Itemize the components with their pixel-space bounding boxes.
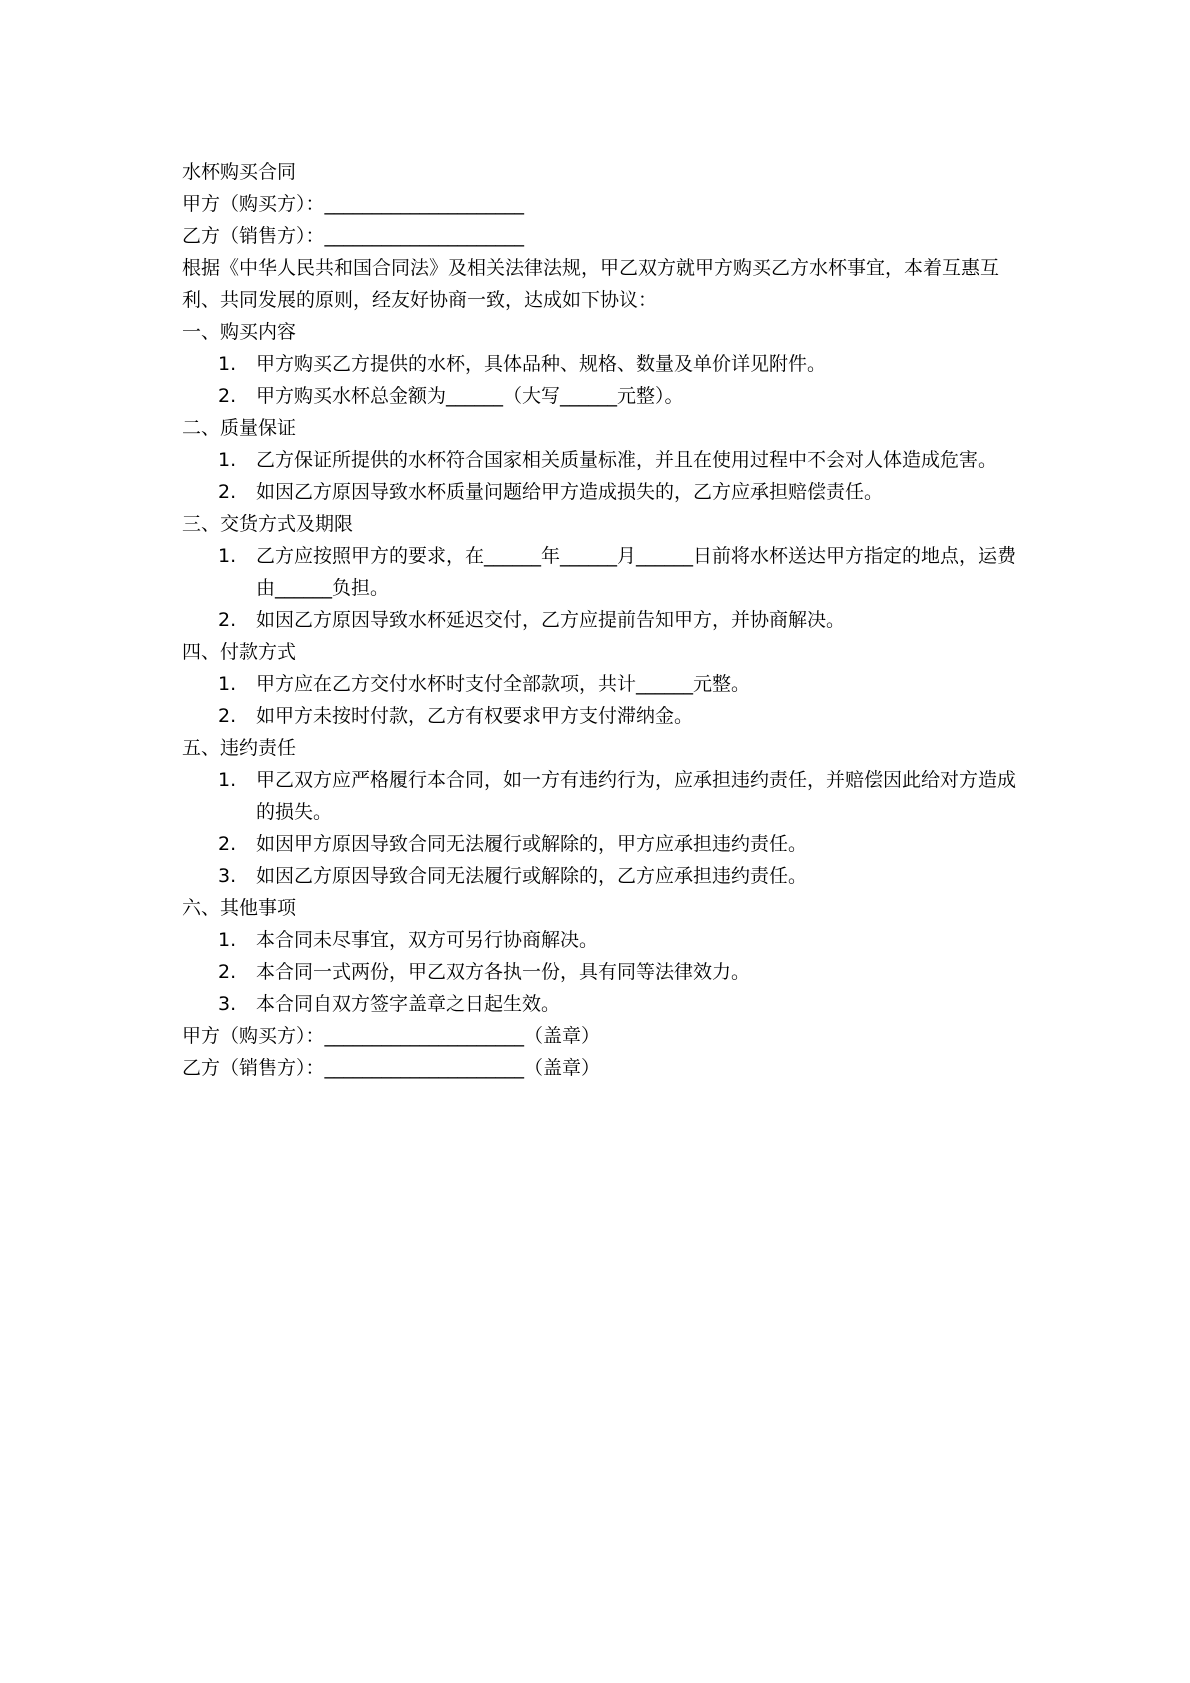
- item-text: 如甲方未按时付款，乙方有权要求甲方支付滞纳金。: [256, 705, 694, 727]
- section-heading: 五、违约责任: [182, 737, 297, 759]
- contract-page: [182, 156, 1022, 1084]
- item-number: 1.: [218, 545, 237, 567]
- section-heading: 六、其他事项: [182, 897, 297, 919]
- list-item: [182, 380, 1022, 412]
- party-a-line: 甲方（购买方）：_____________________: [182, 193, 525, 215]
- item-text: 本合同未尽事宜，双方可另行协商解决。: [256, 929, 599, 951]
- list-item: [182, 956, 1022, 988]
- item-text: 本合同一式两份，甲乙双方各执一份，具有同等法律效力。: [256, 961, 751, 983]
- item-text: 本合同自双方签字盖章之日起生效。: [256, 993, 561, 1015]
- item-text: 乙方保证所提供的水杯符合国家相关质量标准，并且在使用过程中不会对人体造成危害。: [256, 449, 998, 471]
- signature-party-a: 甲方（购买方）：_____________________（盖章）: [182, 1025, 601, 1047]
- item-number: 2.: [218, 481, 237, 503]
- item-number: 1.: [218, 929, 237, 951]
- item-text: 如因乙方原因导致合同无法履行或解除的，乙方应承担违约责任。: [256, 865, 808, 887]
- list-item: [182, 348, 1022, 380]
- list-item: [182, 700, 1022, 732]
- list-item: [182, 444, 1022, 476]
- section-heading: 二、质量保证: [182, 417, 297, 439]
- item-text: 甲方购买乙方提供的水杯，具体品种、规格、数量及单价详见附件。: [256, 353, 827, 375]
- item-number: 1.: [218, 353, 237, 375]
- item-text: 如因乙方原因导致水杯延迟交付，乙方应提前告知甲方，并协商解决。: [256, 609, 846, 631]
- item-number: 2.: [218, 961, 237, 983]
- item-text: 甲方应在乙方交付水杯时支付全部款项，共计______元整。: [256, 673, 751, 695]
- document-title: 水杯购买合同: [182, 161, 297, 183]
- item-number: 2.: [218, 833, 237, 855]
- item-number: 1.: [218, 769, 237, 791]
- section-heading: 三、交货方式及期限: [182, 513, 354, 535]
- item-text: 如因乙方原因导致水杯质量问题给甲方造成损失的，乙方应承担赔偿责任。: [256, 481, 884, 503]
- item-text: 如因甲方原因导致合同无法履行或解除的，甲方应承担违约责任。: [256, 833, 808, 855]
- list-item: [182, 828, 1022, 860]
- item-number: 2.: [218, 705, 237, 727]
- intro-paragraph: 根据《中华人民共和国合同法》及相关法律法规，甲乙双方就甲方购买乙方水杯事宜，本着互惠互利、共同发展的原则，经友好协商一致，达成如下协议：: [182, 257, 1000, 311]
- list-item: [182, 764, 1022, 828]
- list-item: [182, 988, 1022, 1020]
- section-heading: 四、付款方式: [182, 641, 297, 663]
- list-item: [182, 860, 1022, 892]
- item-number: 3.: [218, 993, 237, 1015]
- item-text: 乙方应按照甲方的要求，在______年______月______日前将水杯送达甲方指定的地点，运费由______负担。: [256, 545, 1017, 599]
- item-text: 甲乙双方应严格履行本合同，如一方有违约行为，应承担违约责任，并赔偿因此给对方造成的损失。: [256, 769, 1017, 823]
- item-number: 3.: [218, 865, 237, 887]
- item-number: 1.: [218, 673, 237, 695]
- list-item: [182, 924, 1022, 956]
- party-b-line: 乙方（销售方）：_____________________: [182, 225, 525, 247]
- item-text: 甲方购买水杯总金额为______（大写______元整）。: [256, 385, 684, 407]
- list-item: [182, 604, 1022, 636]
- section-heading: 一、购买内容: [182, 321, 297, 343]
- item-number: 2.: [218, 609, 237, 631]
- item-number: 2.: [218, 385, 237, 407]
- list-item: [182, 476, 1022, 508]
- list-item: [182, 668, 1022, 700]
- list-item: [182, 540, 1022, 604]
- signature-party-b: 乙方（销售方）：_____________________（盖章）: [182, 1057, 601, 1079]
- item-number: 1.: [218, 449, 237, 471]
